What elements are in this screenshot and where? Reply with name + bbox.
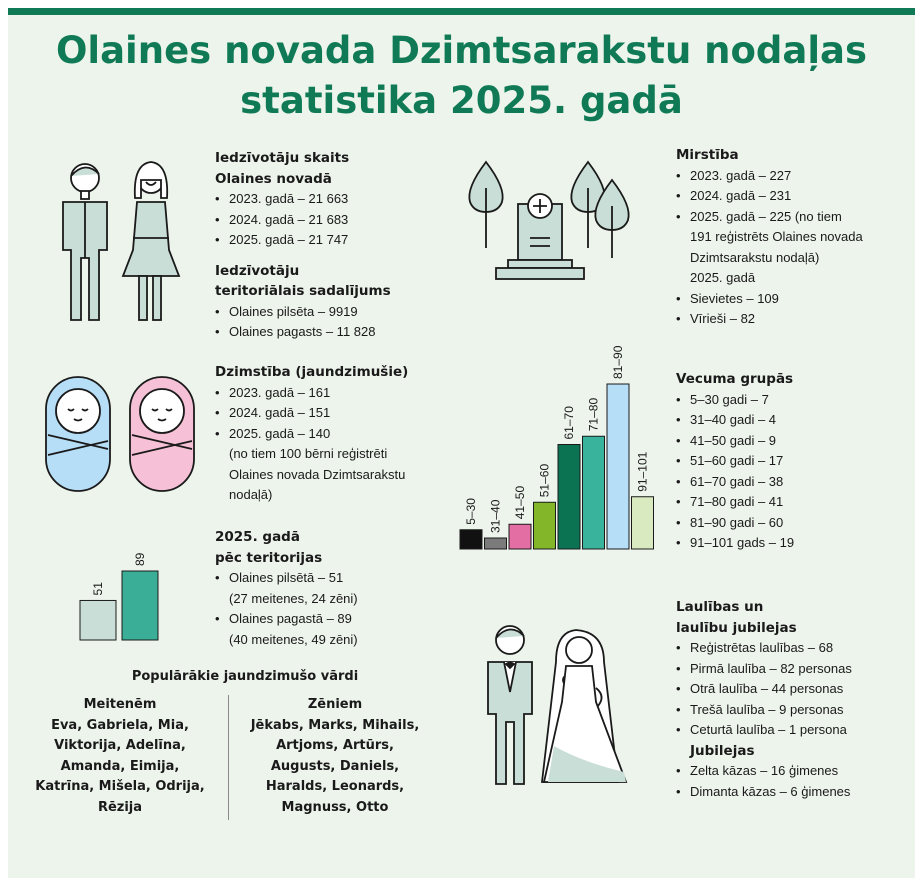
list-item: • 5–30 gadi – 7 (676, 390, 794, 411)
population-block (215, 148, 391, 343)
bar-5–30 (460, 530, 482, 549)
bar-label-5–30: 5–30 (464, 498, 478, 525)
top-accent-bar (8, 8, 915, 15)
age-groups-bar-chart (455, 335, 665, 560)
jubilee-heading: Jubilejas (690, 742, 755, 759)
list-item: • 2024. gadā – 21 683 (215, 210, 391, 231)
by-territory-heading-1: 2025. gadā (215, 529, 300, 545)
page-title-line1: Olaines novada Dzimtsarakstu nodaļas (55, 29, 868, 72)
age-groups-block (676, 369, 794, 554)
name-line: Artjoms, Artūrs, (276, 738, 394, 753)
page-title-line2: statistika 2025. gadā (240, 79, 683, 122)
by-territory-heading-2: pēc teritorijas (215, 549, 323, 566)
bar-label-81–90: 81–90 (611, 345, 625, 379)
mortality-heading: Mirstība (676, 147, 739, 163)
births-block (215, 362, 408, 506)
bar-label-61–70: 61–70 (562, 406, 576, 440)
list-item: • 2025. gadā – 140 (215, 424, 408, 445)
list-item-detail: 191 reģistrēts Olaines novada (690, 229, 863, 244)
bar-label-91–101: 91–101 (635, 451, 650, 492)
list-item: • Dimanta kāzas – 6 ģimenes (676, 782, 852, 803)
births-note-line: Olaines novada Dzimtsarakstu (229, 466, 406, 482)
bar-Olaines pagastā (122, 571, 158, 640)
babies-illustration (44, 375, 194, 495)
list-item: • Olaines pilsētā – 51 (215, 568, 358, 589)
bar-label-31–40: 31–40 (488, 499, 503, 533)
girls-heading: Meitenēm (83, 697, 157, 712)
list-item-detail: (27 meitenes, 24 zēni) (229, 590, 358, 606)
list-item: • 2024. gadā – 231 (676, 186, 863, 207)
bar-label-41–50: 41–50 (513, 485, 527, 520)
bride-head-icon (566, 637, 592, 663)
list-item: • 2024. gadā – 151 (215, 403, 408, 424)
name-line: Augusts, Daniels, (270, 758, 400, 774)
names-divider (228, 695, 229, 820)
list-item: • Olaines pilsēta – 9919 (215, 302, 391, 323)
bar-51–60 (534, 502, 556, 549)
list-item-detail: 2025. gadā (690, 270, 756, 285)
girls-names-block (20, 695, 220, 818)
list-item: • Vīrieši – 82 (676, 309, 863, 330)
marriages-heading-1: Laulības un (676, 599, 764, 615)
wedding-illustration (482, 622, 632, 787)
woman-dress-icon (123, 202, 179, 276)
marriages-block (676, 597, 852, 802)
couple-illustration (55, 158, 185, 323)
list-item-detail: Dzimtsarakstu nodaļā) (690, 249, 820, 265)
list-item: • 2025. gadā – 21 747 (215, 230, 391, 251)
list-item: • 2023. gadā – 227 (676, 166, 863, 187)
territorial-heading-2: teritoriālais sadalījums (215, 283, 391, 299)
list-item: • 91–101 gads – 19 (676, 533, 794, 554)
mortality-block (676, 145, 863, 330)
list-item: • Otrā laulība – 44 personas (676, 679, 852, 700)
name-line: Haralds, Leonards, (265, 779, 405, 794)
list-item: • Trešā laulība – 9 personas (676, 700, 852, 721)
list-item-detail: (40 meitenes, 49 zēni) (229, 631, 358, 647)
by-territory-block (215, 527, 358, 650)
bar-label-Olaines pilsētā: 51 (91, 582, 105, 596)
boys-names-block (235, 695, 435, 818)
bar-81–90 (607, 384, 629, 549)
list-item: • 31–40 gadi – 4 (676, 410, 794, 431)
name-line: Amanda, Eimija, (60, 758, 180, 774)
list-item: • 2023. gadā – 161 (215, 383, 408, 404)
list-item: • Pirmā laulība – 82 personas (676, 659, 852, 680)
list-item: • Ceturtā laulība – 1 persona (676, 720, 852, 741)
list-item: • Sievietes – 109 (676, 289, 863, 310)
list-item: • 2025. gadā – 225 (no tiem (676, 207, 863, 228)
names-heading: Populārākie jaundzimušo vārdi (131, 669, 359, 684)
name-line: Katrīna, Mišela, Odrija, (35, 779, 205, 794)
list-item: • 51–60 gadi – 17 (676, 451, 794, 472)
bar-71–80 (583, 436, 605, 549)
name-line: Viktorija, Adelīna, (54, 738, 186, 753)
bar-label-51–60: 51–60 (537, 463, 552, 498)
cemetery-illustration (462, 158, 642, 283)
births-note-line: (no tiem 100 bērni reģistrēti (229, 446, 388, 461)
boys-heading: Zēniem (307, 697, 363, 712)
births-note-line: nodaļā) (229, 487, 273, 502)
list-item: • Reģistrētas laulības – 68 (676, 638, 852, 659)
bar-label-71–80: 71–80 (586, 397, 601, 432)
list-item: • Olaines pagastā – 89 (215, 609, 358, 630)
bar-91–101 (632, 497, 654, 549)
name-line: Eva, Gabriela, Mia, (51, 717, 189, 733)
births-heading: Dzimstība (jaundzimušie) (215, 364, 409, 380)
bar-label-Olaines pagastā: 89 (133, 552, 147, 566)
population-heading-2: Olaines novadā (215, 170, 332, 187)
name-line: Jēkabs, Marks, Mihails, (250, 717, 420, 733)
territorial-heading-1: Iedzīvotāju (215, 262, 300, 279)
marriages-heading-2: laulību jubilejas (676, 619, 797, 636)
list-item: • 2023. gadā – 21 663 (215, 189, 391, 210)
name-line: Magnuss, Otto (281, 799, 389, 815)
bar-41–50 (509, 524, 531, 549)
list-item: • Olaines pagasts – 11 828 (215, 322, 391, 343)
population-heading-1: Iedzīvotāju skaits (215, 150, 350, 166)
bar-31–40 (485, 538, 507, 549)
bar-61–70 (558, 445, 580, 550)
list-item: • 61–70 gadi – 38 (676, 472, 794, 493)
name-line: Rēzija (97, 799, 143, 815)
age-groups-heading: Vecuma grupās (676, 371, 794, 387)
list-item: • Zelta kāzas – 16 ģimenes (676, 761, 852, 782)
bar-Olaines pilsētā (80, 600, 116, 640)
territory-bar-chart (70, 535, 180, 645)
list-item: • 71–80 gadi – 41 (676, 492, 794, 513)
list-item: • 81–90 gadi – 60 (676, 513, 794, 534)
list-item: • 41–50 gadi – 9 (676, 431, 794, 452)
